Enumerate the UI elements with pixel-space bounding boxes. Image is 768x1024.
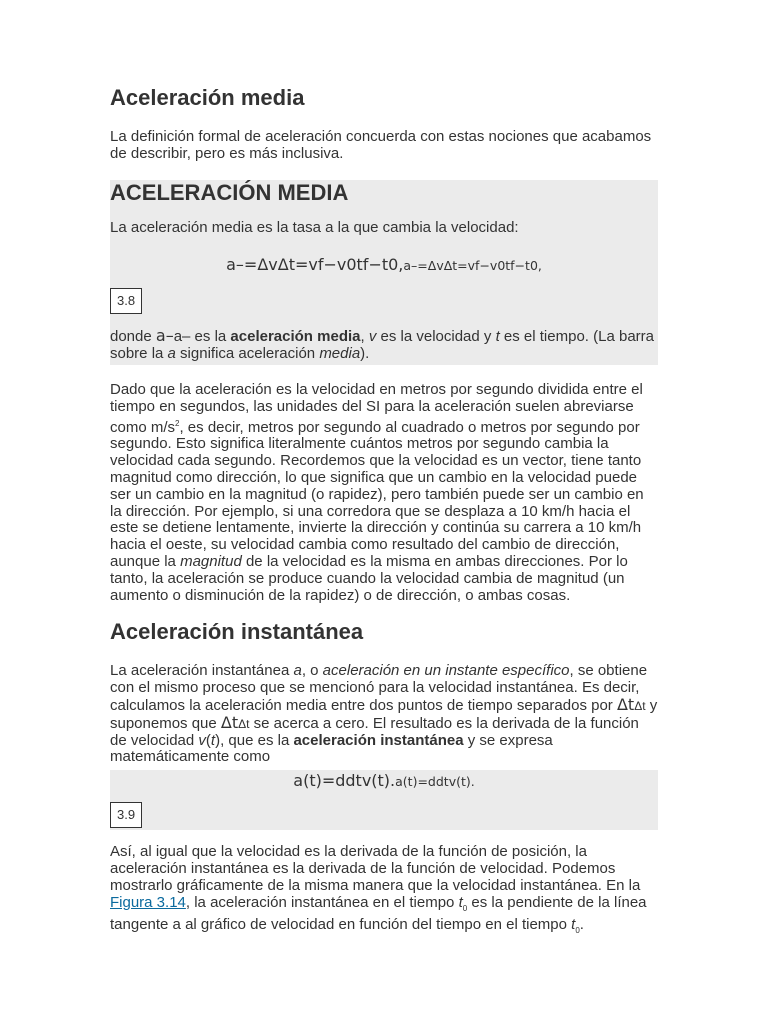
term-aceleracion-instantanea: aceleración instantánea	[293, 731, 464, 749]
symbol-a: a	[293, 662, 302, 680]
term-aceleracion-media: aceleración media	[230, 328, 361, 346]
symbol-v: v	[368, 328, 377, 346]
equation-number-3-9: 3.9	[110, 802, 142, 828]
term-magnitud: magnitud	[180, 552, 242, 570]
equation-3-8	[110, 255, 658, 276]
text-span: ).	[360, 345, 370, 363]
units-paragraph	[110, 382, 658, 604]
text-span: es la velocidad y	[376, 328, 496, 346]
symbol-delta-t-text: Δt	[238, 716, 250, 731]
instantaneous-paragraph	[110, 663, 658, 766]
definition-box-title: ACELERACIÓN MEDIA	[110, 179, 349, 205]
equation-number-row	[110, 802, 658, 828]
definition-where-paragraph	[110, 328, 658, 363]
text-span: donde	[110, 328, 156, 346]
text-span: ,	[360, 328, 369, 346]
definition-statement: La aceleración media es la tasa a la que cambia la velocidad:	[110, 218, 519, 236]
definition-box	[110, 180, 658, 365]
text-span: La aceleración instantánea	[110, 662, 294, 680]
equation-3-8-text: a–=ΔvΔt=vf−v0tf−t0,	[403, 258, 542, 274]
symbol-t: t	[210, 731, 216, 749]
symbol-delta-t: Δt	[220, 712, 239, 732]
text-span: se acerca a cero. El resultado es la derivada de la función de velocidad	[110, 714, 639, 749]
conclusion-paragraph	[110, 844, 658, 940]
text-span: es la pendiente de la línea tangente a al gráfico de velocidad en función del tiempo en el tiempo	[110, 893, 647, 934]
text-span: , es decir, metros por segundo al cuadrado o metros por segundo por segundo. Esto significa literalmente cuántos metros por segundo cambia la velocidad cada segundo. Recordemos que la velocidad es un vector, tiene tanto magnitud como dirección, lo que significa que un cambio en la velocidad puede ser un cambio en la magnitud (o rapidez), pero también puede ser un cambio en la dirección. Por ejemplo, si una corredora que se desplaza a 10 km/h hacia el este se detiene lentamente, invierte la dirección y continúa su carrera a 10 km/h hacia el oeste, su velocidad cambia como resultado del cambio de dirección, aunque la	[110, 418, 644, 570]
text-span: es el tiempo. (La barra sobre la	[110, 328, 654, 363]
text-span: .	[579, 916, 584, 934]
equation-number-3-8: 3.8	[110, 288, 142, 314]
symbol-a: a	[167, 345, 176, 363]
text-span: Así, al igual que la velocidad es la derivada de la función de posición, la aceleración instantánea es la derivada de la función de velocidad. Podemos mostrarlo gráficamente de la misma manera que la velocidad instantánea. En la	[110, 843, 641, 894]
text-span: , que es la	[220, 731, 294, 749]
heading-aceleracion-media: Aceleración media	[110, 85, 305, 110]
equation-3-9-display: a(t)=ddtv(t).	[293, 771, 396, 791]
text-span: de la velocidad es la misma en ambas direcciones. Por lo tanto, la aceleración se produce cuando la velocidad cambia de magnitud (un aumento o disminución de la rapidez) o de dirección, o ambas cosas.	[110, 552, 628, 604]
figure-3-14-link[interactable]: Figura 3.14	[110, 893, 186, 911]
text-span: , o	[301, 662, 323, 680]
equation-number-row	[110, 288, 658, 314]
text-span: significa aceleración	[175, 345, 320, 363]
equation-box-3-9	[110, 770, 658, 830]
article-content	[110, 84, 658, 940]
text-span: y se expresa matemáticamente como	[110, 731, 553, 766]
text-span: Dado que la aceleración es la velocidad en metros por segundo dividida entre el tiempo en segundos, las unidades del SI para la aceleración suelen abreviarse como m/s	[110, 380, 643, 436]
text-span: a– es la	[173, 328, 231, 346]
symbol-v: v	[198, 731, 206, 749]
symbol-t: t	[458, 893, 463, 911]
symbol-t: t	[571, 916, 576, 934]
term-aceleracion-instante: aceleración en un instante específico	[322, 662, 570, 680]
symbol-delta-t-text: Δt	[634, 698, 646, 713]
equation-3-9	[110, 771, 658, 792]
text-span: (	[205, 731, 211, 749]
text-span: , la aceleración instantánea en el tiempo	[185, 893, 459, 911]
superscript-2: 2	[175, 418, 180, 428]
intro-paragraph: La definición formal de aceleración concuerda con estas nociones que acabamos de describir, pero es más inclusiva.	[110, 128, 652, 162]
subscript-0: 0	[575, 926, 580, 936]
symbol-delta-t: Δt	[616, 694, 635, 714]
text-span: )	[215, 731, 221, 749]
symbol-t: t	[495, 328, 500, 346]
term-media: media	[319, 345, 361, 363]
equation-3-9-text: a(t)=ddtv(t).	[395, 774, 475, 790]
text-span: , se obtiene con el mismo proceso que se mencionó para la velocidad instantánea. Es decir, calculamos la aceleración media entre dos puntos de tiempo separados por	[110, 662, 648, 714]
heading-aceleracion-instantanea: Aceleración instantánea	[110, 619, 364, 645]
text-span: y suponemos que	[110, 696, 658, 732]
subscript-0: 0	[462, 903, 468, 913]
symbol-a-bar: a–	[155, 326, 174, 346]
equation-3-8-display: a–=ΔvΔt=vf−v0tf−t0,	[226, 255, 404, 275]
